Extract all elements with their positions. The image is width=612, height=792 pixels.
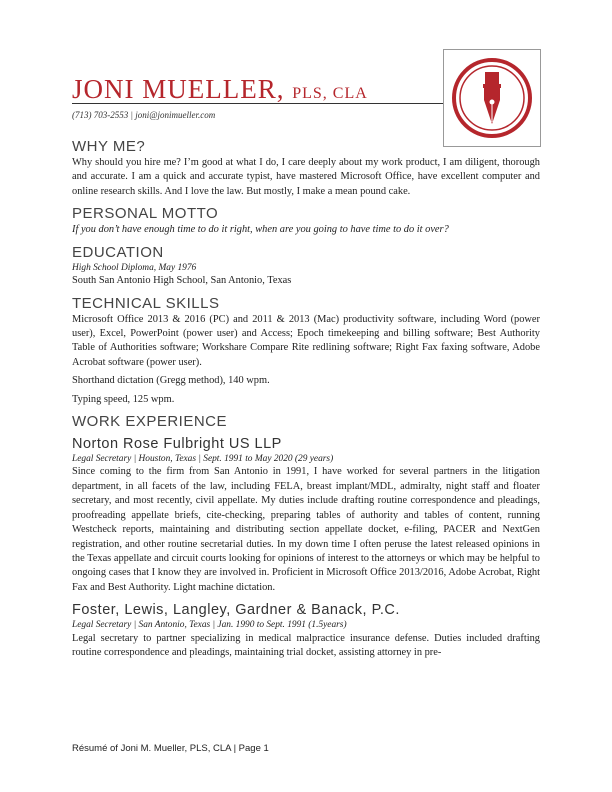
section-heading-why-me: WHY ME?	[72, 138, 146, 155]
education-degree: High School Diploma, May 1976	[72, 262, 197, 273]
contact-info: (713) 703-2553 | joni@jonimueller.com	[72, 110, 216, 120]
skills-shorthand: Shorthand dictation (Gregg method), 140 wpm.	[72, 375, 270, 387]
resume-content	[72, 138, 540, 660]
logo-box	[443, 49, 541, 147]
section-heading-motto: PERSONAL MOTTO	[72, 205, 219, 223]
name-text: JONI MUELLER,	[72, 74, 285, 104]
job-firm-1: Norton Rose Fulbright US LLP	[72, 435, 282, 452]
why-me-text: Why should you hire me? I’m good at what I do, I care deeply about my work product, I am diligent, thorough and accurate. I am a quick and accurate typist, have mastered Microsoft Office, have excellent computer and online research skills. And I love the law. But mostly, I make a mean pound cake.	[72, 157, 540, 197]
job-role-2: Legal Secretary | San Antonio, Texas | Jan. 1990 to Sept. 1991 (1.5years)	[72, 620, 347, 631]
education-school: South San Antonio High School, San Antonio, Texas	[72, 275, 292, 287]
section-heading-education: EDUCATION	[72, 243, 164, 261]
skills-software: Microsoft Office 2013 & 2016 (PC) and 2011 & 2013 (Mac) productivity software, including Word (power user), Excel, PowerPoint (power user) and Access; Epoch timekeeping and billing software; Best Authority Table of Authorities software; Workshare Compare Rite redlining software; Right Fax faxing software, Adobe Acrobat software (power user).	[72, 313, 540, 368]
motto-text: If you don’t have enough time to do it right, when are you going to have time to do it over?	[72, 224, 449, 236]
candidate-name	[72, 74, 368, 105]
job-role-1: Legal Secretary | Houston, Texas | Sept. 1991 to May 2020 (29 years)	[72, 453, 334, 464]
job-firm-2: Foster, Lewis, Langley, Gardner & Banack, P.C.	[72, 602, 400, 619]
page-footer: Résumé of Joni M. Mueller, PLS, CLA | Page 1	[72, 743, 269, 754]
job-description-1: Since coming to the firm from San Antonio in 1991, I have worked for several partners in the litigation department, in all facets of the law, including FELA, breast implant/MDL, admiralty, night staff and floater secretary, and most recently, civil appellate. My duties include drafting routine correspondence and pleadings, proofreading appellate briefs, cite-checking, preparing tables of authority and tables of content, running Westcheck reports, maintaining and distributing section appellate docket, e-filing, PACER and NextGen registration, and other routine secretarial duties. In my down time I often peruse the latest released opinions in the Texas appellate and circuit courts looking for opinions of interest to the attorneys or which may be helpful to ongoing cases that I know they are involved in. Proficient in Microsoft Office 2013/2016, Adobe Acrobat, Right Fax and Best Authority. Light machine dictation.	[72, 466, 540, 593]
header-divider	[72, 103, 444, 104]
job-description-2: Legal secretary to partner specializing in medical malpractice insurance defense. Duties included drafting routine correspondence and pleadings, maintaining trial docket, assisting attorney in pre-	[72, 632, 540, 659]
section-heading-skills: TECHNICAL SKILLS	[72, 294, 220, 312]
skills-typing: Typing speed, 125 wpm.	[72, 393, 175, 405]
section-heading-work: WORK EXPERIENCE	[72, 412, 228, 430]
fountain-pen-nib-icon	[444, 50, 540, 146]
credentials: PLS, CLA	[292, 85, 368, 102]
